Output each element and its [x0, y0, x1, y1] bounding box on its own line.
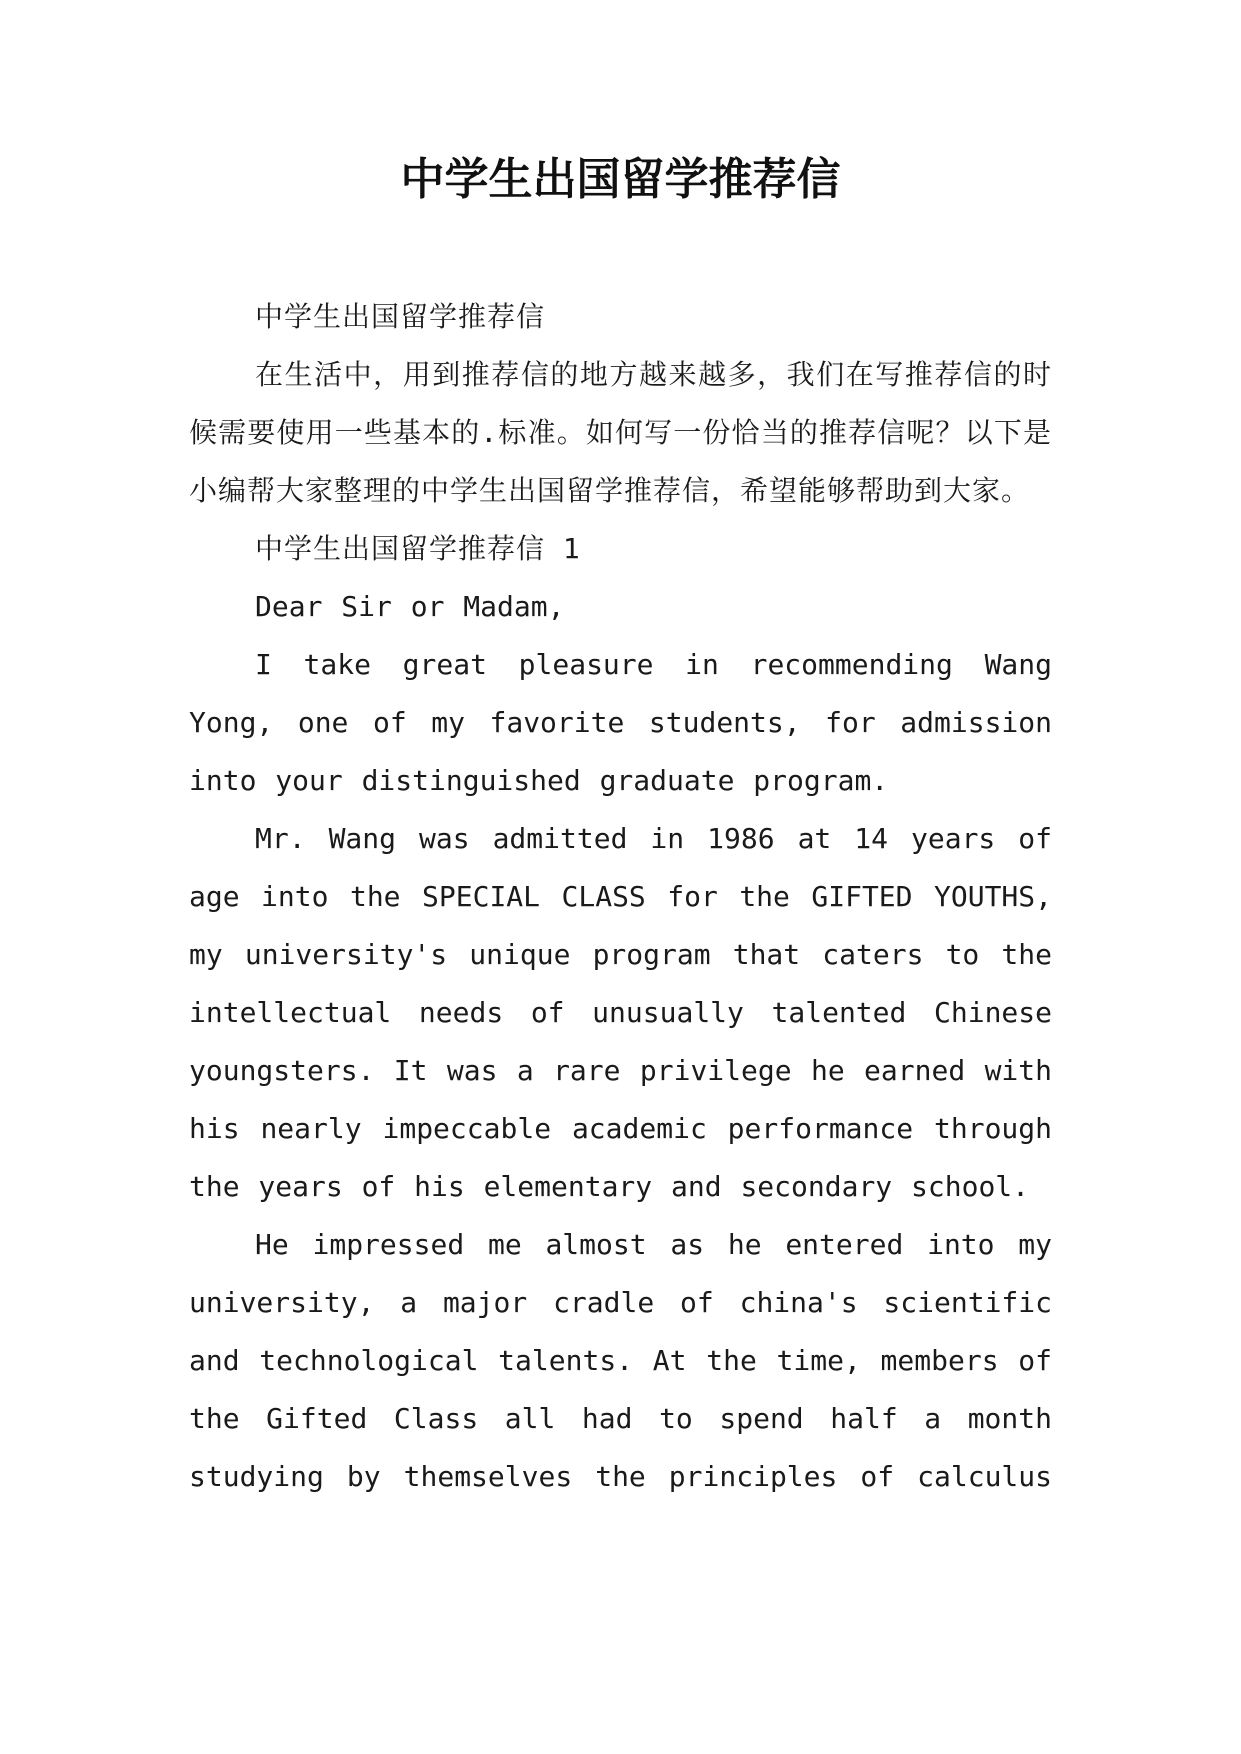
- paragraph-recommendation: I take great pleasure in recommending Wang Yong, one of my favorite students, for admission into your distinguished graduate program.: [189, 648, 1052, 797]
- paragraph-admission: Mr. Wang was admitted in 1986 at 14 years of age into the SPECIAL CLASS for the GIFTED YOUTHS, my university's unique program that caters to the intellectual needs of unusually talented Chinese youngsters. It was a rare privilege he earned with his nearly impeccable academic performance through the years of his elementary and secondary school.: [189, 822, 1052, 1203]
- paragraph-impression: He impressed me almost as he entered into my university, a major cradle of china's scientific and technological talents. At the time, members of the Gifted Class all had to spend half a month studying by themselves the principles of calculus: [189, 1228, 1052, 1493]
- paragraph-subtitle: 中学生出国留学推荐信: [255, 300, 546, 333]
- document-body: [189, 288, 1052, 1506]
- document-title: 中学生出国留学推荐信: [400, 154, 841, 205]
- paragraph-salutation: Dear Sir or Madam,: [255, 590, 565, 623]
- paragraph-intro: 在生活中，用到推荐信的地方越来越多，我们在写推荐信的时候需要使用一些基本的.标准。如何写一份恰当的推荐信呢？以下是小编帮大家整理的中学生出国留学推荐信，希望能够帮助到大家。: [189, 358, 1052, 507]
- paragraph-letter-heading: 中学生出国留学推荐信 1: [255, 532, 581, 565]
